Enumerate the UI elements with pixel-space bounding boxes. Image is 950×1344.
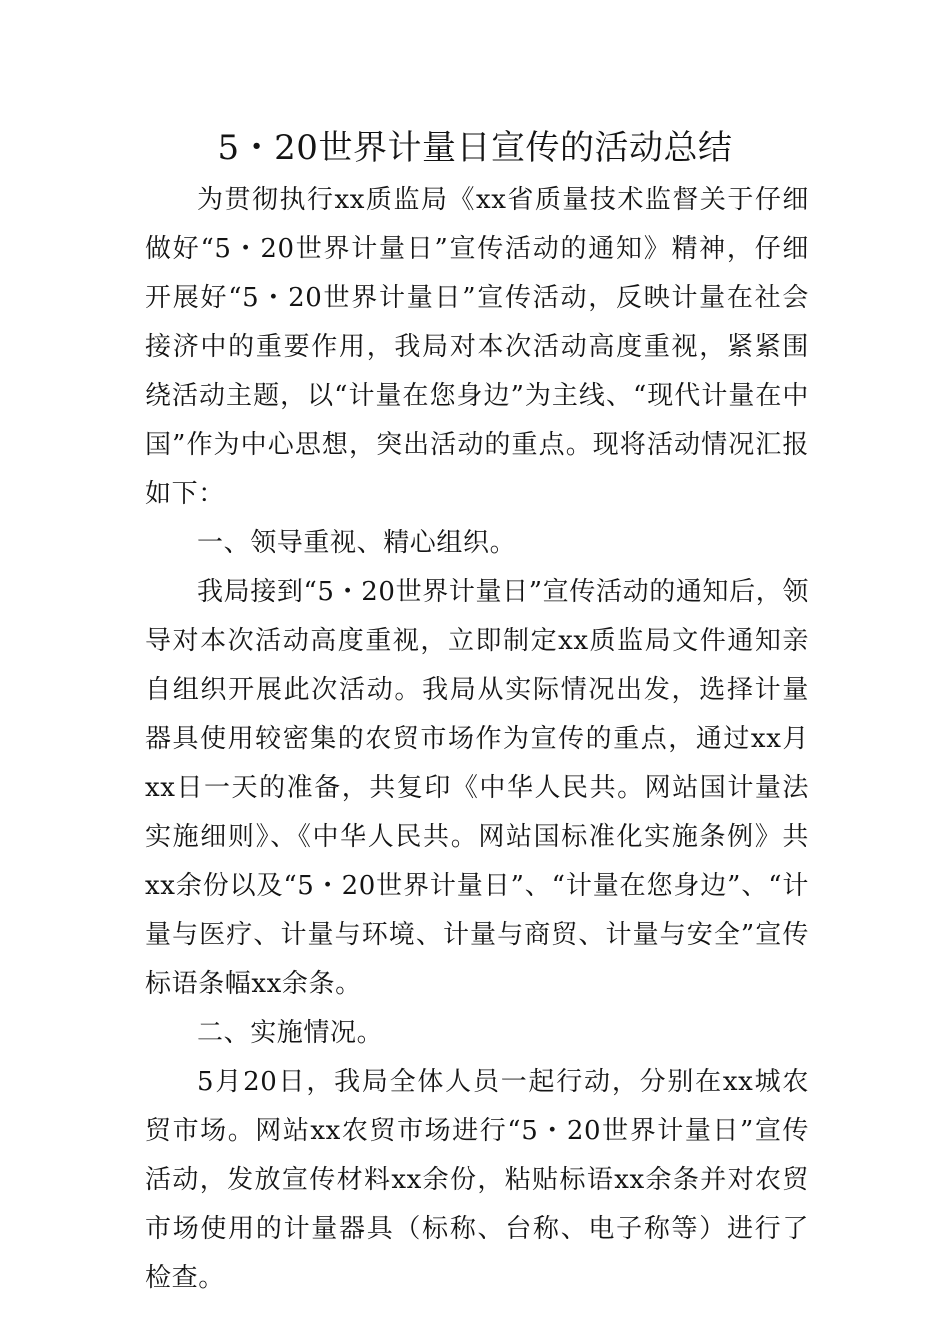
paragraph-section-1: 我局接到“5・20世界计量日”宣传活动的通知后，领导对本次活动高度重视，立即制定xx质监局文件通知亲自组织开展此次活动。我局从实际情况出发，选择计量器具使用较密集的农贸市场作为宣传的重点，通过xx月xx日一天的准备，共复印《中华人民共。网站国计量法实施细则》、《中华人民共。网站国标准化实施条例》共xx余份以及“5・20世界计量日”、“计量在您身边”、“计量与医疗、计量与环境、计量与商贸、计量与安全”宣传标语条幅xx余条。 <box>145 577 809 999</box>
paragraph-intro: 为贯彻执行xx质监局《xx省质量技术监督关于仔细做好“5・20世界计量日”宣传活动的通知》精神，仔细开展好“5・20世界计量日”宣传活动，反映计量在社会接济中的重要作用，我局对本次活动高度重视，紧紧围绕活动主题，以“计量在您身边”为主线、“现代计量在中国”作为中心思想，突出活动的重点。现将活动情况汇报如下： <box>145 185 809 509</box>
section-heading-1: 一、领导重视、精心组织。 <box>197 528 517 558</box>
document-title: 5・20世界计量日宣传的活动总结 <box>217 128 733 168</box>
section-heading-2: 二、实施情况。 <box>197 1018 384 1048</box>
document-body <box>145 176 809 1303</box>
paragraph-section-2: 5月20日，我局全体人员一起行动，分别在xx城农贸市场。网站xx农贸市场进行“5・20世界计量日”宣传活动，发放宣传材料xx余份，粘贴标语xx余条并对农贸市场使用的计量器具（标称、台称、电子称等）进行了检查。 <box>145 1067 809 1293</box>
